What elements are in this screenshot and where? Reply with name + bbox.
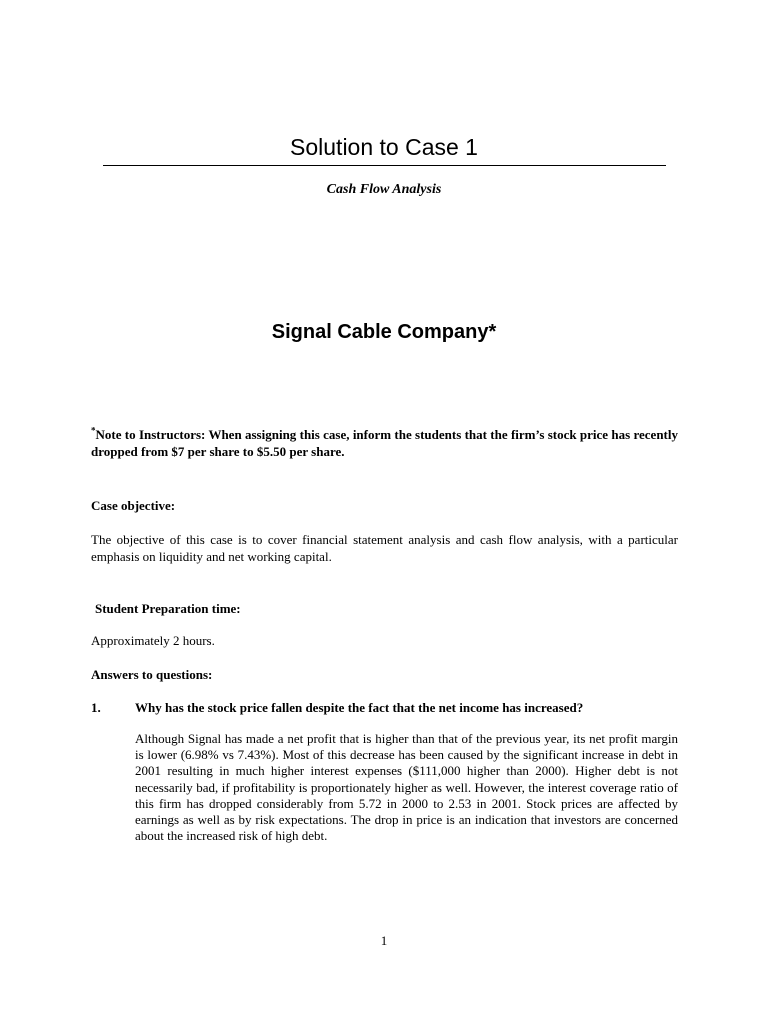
note-text: Note to Instructors: When assigning this case, inform the students that the firm’s stock price has recently dropped from $7 per share to $5.50 per share. xyxy=(91,427,678,459)
title-underline xyxy=(103,165,666,166)
preparation-heading: Student Preparation time: xyxy=(95,601,241,616)
case-objective-heading: Case objective: xyxy=(91,498,176,513)
note-marker: * xyxy=(91,425,96,436)
answers-heading: Answers to questions: xyxy=(91,667,213,682)
page-subtitle: Cash Flow Analysis xyxy=(326,182,442,197)
company-name: Signal Cable Company* xyxy=(271,321,497,343)
instructor-note xyxy=(91,426,678,460)
case-objective-text: The objective of this case is to cover financial statement analysis and cash flow analysis, with a particular emphasis on liquidity and net working capital. xyxy=(91,532,678,564)
page-number: 1 xyxy=(380,933,388,948)
question-number: 1. xyxy=(91,700,101,715)
page-title: Solution to Case 1 xyxy=(290,134,478,160)
question-text: Why has the stock price fallen despite the fact that the net income has increased? xyxy=(135,700,584,715)
answer-text: Although Signal has made a net profit that is higher than that of the previous year, its net profit margin is lower (6.98% vs 7.43%). Most of this decrease has been caused by the significant increase in debt in 2001 resulting in much higher interest expenses ($111,000 higher than 2000). Higher debt is not necessarily bad, if profitability is proportionately higher as well. However, the interest coverage ratio of this firm has dropped considerably from 5.72 in 2000 to 2.53 in 2001. Stock prices are affected by earnings as well as by risk expectations. The drop in price is an indication that investors are concerned about the increased risk of high debt. xyxy=(135,731,678,844)
preparation-text: Approximately 2 hours. xyxy=(91,633,215,648)
